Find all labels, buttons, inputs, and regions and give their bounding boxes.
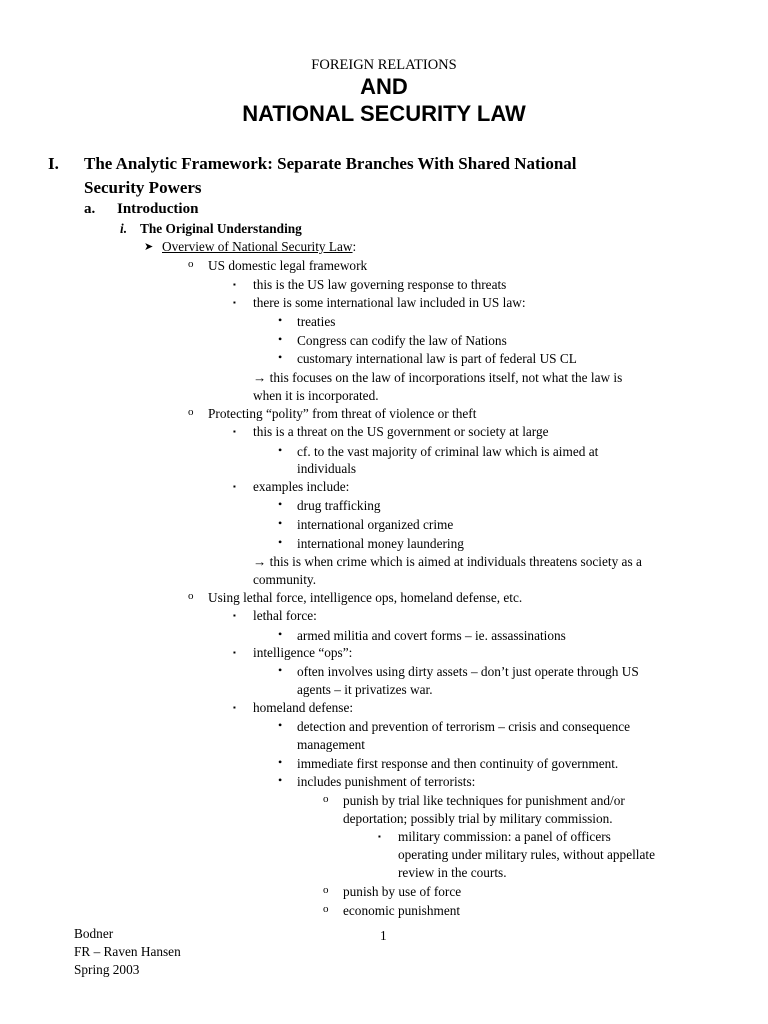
- overview-heading: [162, 238, 356, 256]
- dot-bullet-icon: •: [278, 663, 283, 677]
- list-item: immediate first response and then continuity of government.: [297, 756, 619, 771]
- circle-bullet-icon: o: [323, 903, 329, 915]
- footer-course: FR – Raven Hansen: [74, 944, 181, 959]
- footer-author: Bodner: [74, 926, 114, 941]
- doc-title-and: AND: [360, 74, 408, 99]
- overview-link: Overview of National Security Law: [162, 239, 353, 254]
- list-item: international organized crime: [297, 517, 454, 532]
- list-item: lethal force:: [253, 608, 317, 623]
- square-bullet-icon: ▪: [233, 703, 236, 712]
- list-item: Using lethal force, intelligence ops, homeland defense, etc.: [208, 590, 523, 605]
- section-numeral: I.: [48, 154, 59, 173]
- list-item: economic punishment: [343, 903, 461, 918]
- note-text: when it is incorporated.: [253, 388, 379, 403]
- subsubsection-title: The Original Understanding: [140, 221, 302, 236]
- list-item: drug trafficking: [297, 498, 381, 513]
- list-item: customary international law is part of federal US CL: [297, 351, 577, 366]
- square-bullet-icon: ▪: [233, 280, 236, 289]
- list-item-continued: individuals: [297, 461, 357, 476]
- list-item: detection and prevention of terrorism – crisis and consequence: [297, 719, 631, 734]
- dot-bullet-icon: •: [278, 313, 283, 327]
- list-item: punish by use of force: [343, 884, 462, 899]
- subsubsection-numeral: i.: [120, 221, 128, 236]
- list-item: military commission: a panel of officers: [398, 829, 611, 844]
- dot-bullet-icon: •: [278, 350, 283, 364]
- circle-bullet-icon: o: [188, 590, 194, 602]
- doc-title-main: NATIONAL SECURITY LAW: [242, 101, 526, 126]
- square-bullet-icon: ▪: [378, 832, 381, 841]
- list-item: includes punishment of terrorists:: [297, 774, 476, 789]
- square-bullet-icon: ▪: [233, 427, 236, 436]
- square-bullet-icon: ▪: [233, 482, 236, 491]
- list-item: examples include:: [253, 479, 350, 494]
- dot-bullet-icon: •: [278, 535, 283, 549]
- dot-bullet-icon: •: [278, 516, 283, 530]
- subsection-letter: a.: [84, 201, 96, 217]
- circle-bullet-icon: o: [323, 884, 329, 896]
- list-item: homeland defense:: [253, 700, 354, 715]
- list-item-continued: review in the courts.: [398, 865, 507, 880]
- list-item: treaties: [297, 314, 336, 329]
- list-item: intelligence “ops”:: [253, 645, 353, 660]
- dot-bullet-icon: •: [278, 332, 283, 346]
- list-item: armed militia and covert forms – ie. assassinations: [297, 628, 566, 643]
- list-item: Congress can codify the law of Nations: [297, 333, 507, 348]
- list-item: this is the US law governing response to threats: [253, 277, 507, 292]
- square-bullet-icon: ▪: [233, 648, 236, 657]
- list-item: often involves using dirty assets – don’t just operate through US: [297, 664, 639, 679]
- dot-bullet-icon: •: [278, 443, 283, 457]
- footer-term: Spring 2003: [74, 962, 140, 977]
- dot-bullet-icon: •: [278, 627, 283, 641]
- list-item: punish by trial like techniques for punishment and/or: [343, 793, 625, 808]
- list-item: this is a threat on the US government or society at large: [253, 424, 549, 439]
- arrow-bullet-icon: ➤: [144, 241, 154, 253]
- dot-bullet-icon: •: [278, 773, 283, 787]
- dot-bullet-icon: •: [278, 718, 283, 732]
- circle-bullet-icon: o: [188, 406, 194, 418]
- list-item: cf. to the vast majority of criminal law which is aimed at: [297, 444, 599, 459]
- list-item-continued: agents – it privatizes war.: [297, 682, 433, 697]
- list-item-continued: deportation; possibly trial by military commission.: [343, 811, 613, 826]
- page-number: 1: [380, 928, 387, 943]
- list-item-continued: management: [297, 737, 365, 752]
- dot-bullet-icon: •: [278, 497, 283, 511]
- section-title-line2: Security Powers: [84, 178, 202, 197]
- doc-title-small: FOREIGN RELATIONS: [311, 57, 457, 73]
- overview-colon: :: [352, 239, 357, 254]
- list-item: international money laundering: [297, 536, 464, 551]
- square-bullet-icon: ▪: [233, 298, 236, 307]
- dot-bullet-icon: •: [278, 755, 283, 769]
- square-bullet-icon: ▪: [233, 611, 236, 620]
- section-title-line1: The Analytic Framework: Separate Branches With Shared National: [84, 154, 577, 173]
- note-text: community.: [253, 572, 317, 587]
- circle-bullet-icon: o: [323, 793, 329, 805]
- list-item: US domestic legal framework: [208, 258, 368, 273]
- note-text: → this is when crime which is aimed at individuals threatens society as a: [253, 554, 642, 569]
- circle-bullet-icon: o: [188, 258, 194, 270]
- list-item: Protecting “polity” from threat of violence or theft: [208, 406, 477, 421]
- list-item-continued: operating under military rules, without appellate: [398, 847, 655, 862]
- subsection-title: Introduction: [117, 201, 199, 217]
- note-text: → this focuses on the law of incorporations itself, not what the law is: [253, 370, 623, 385]
- list-item: there is some international law included in US law:: [253, 295, 526, 310]
